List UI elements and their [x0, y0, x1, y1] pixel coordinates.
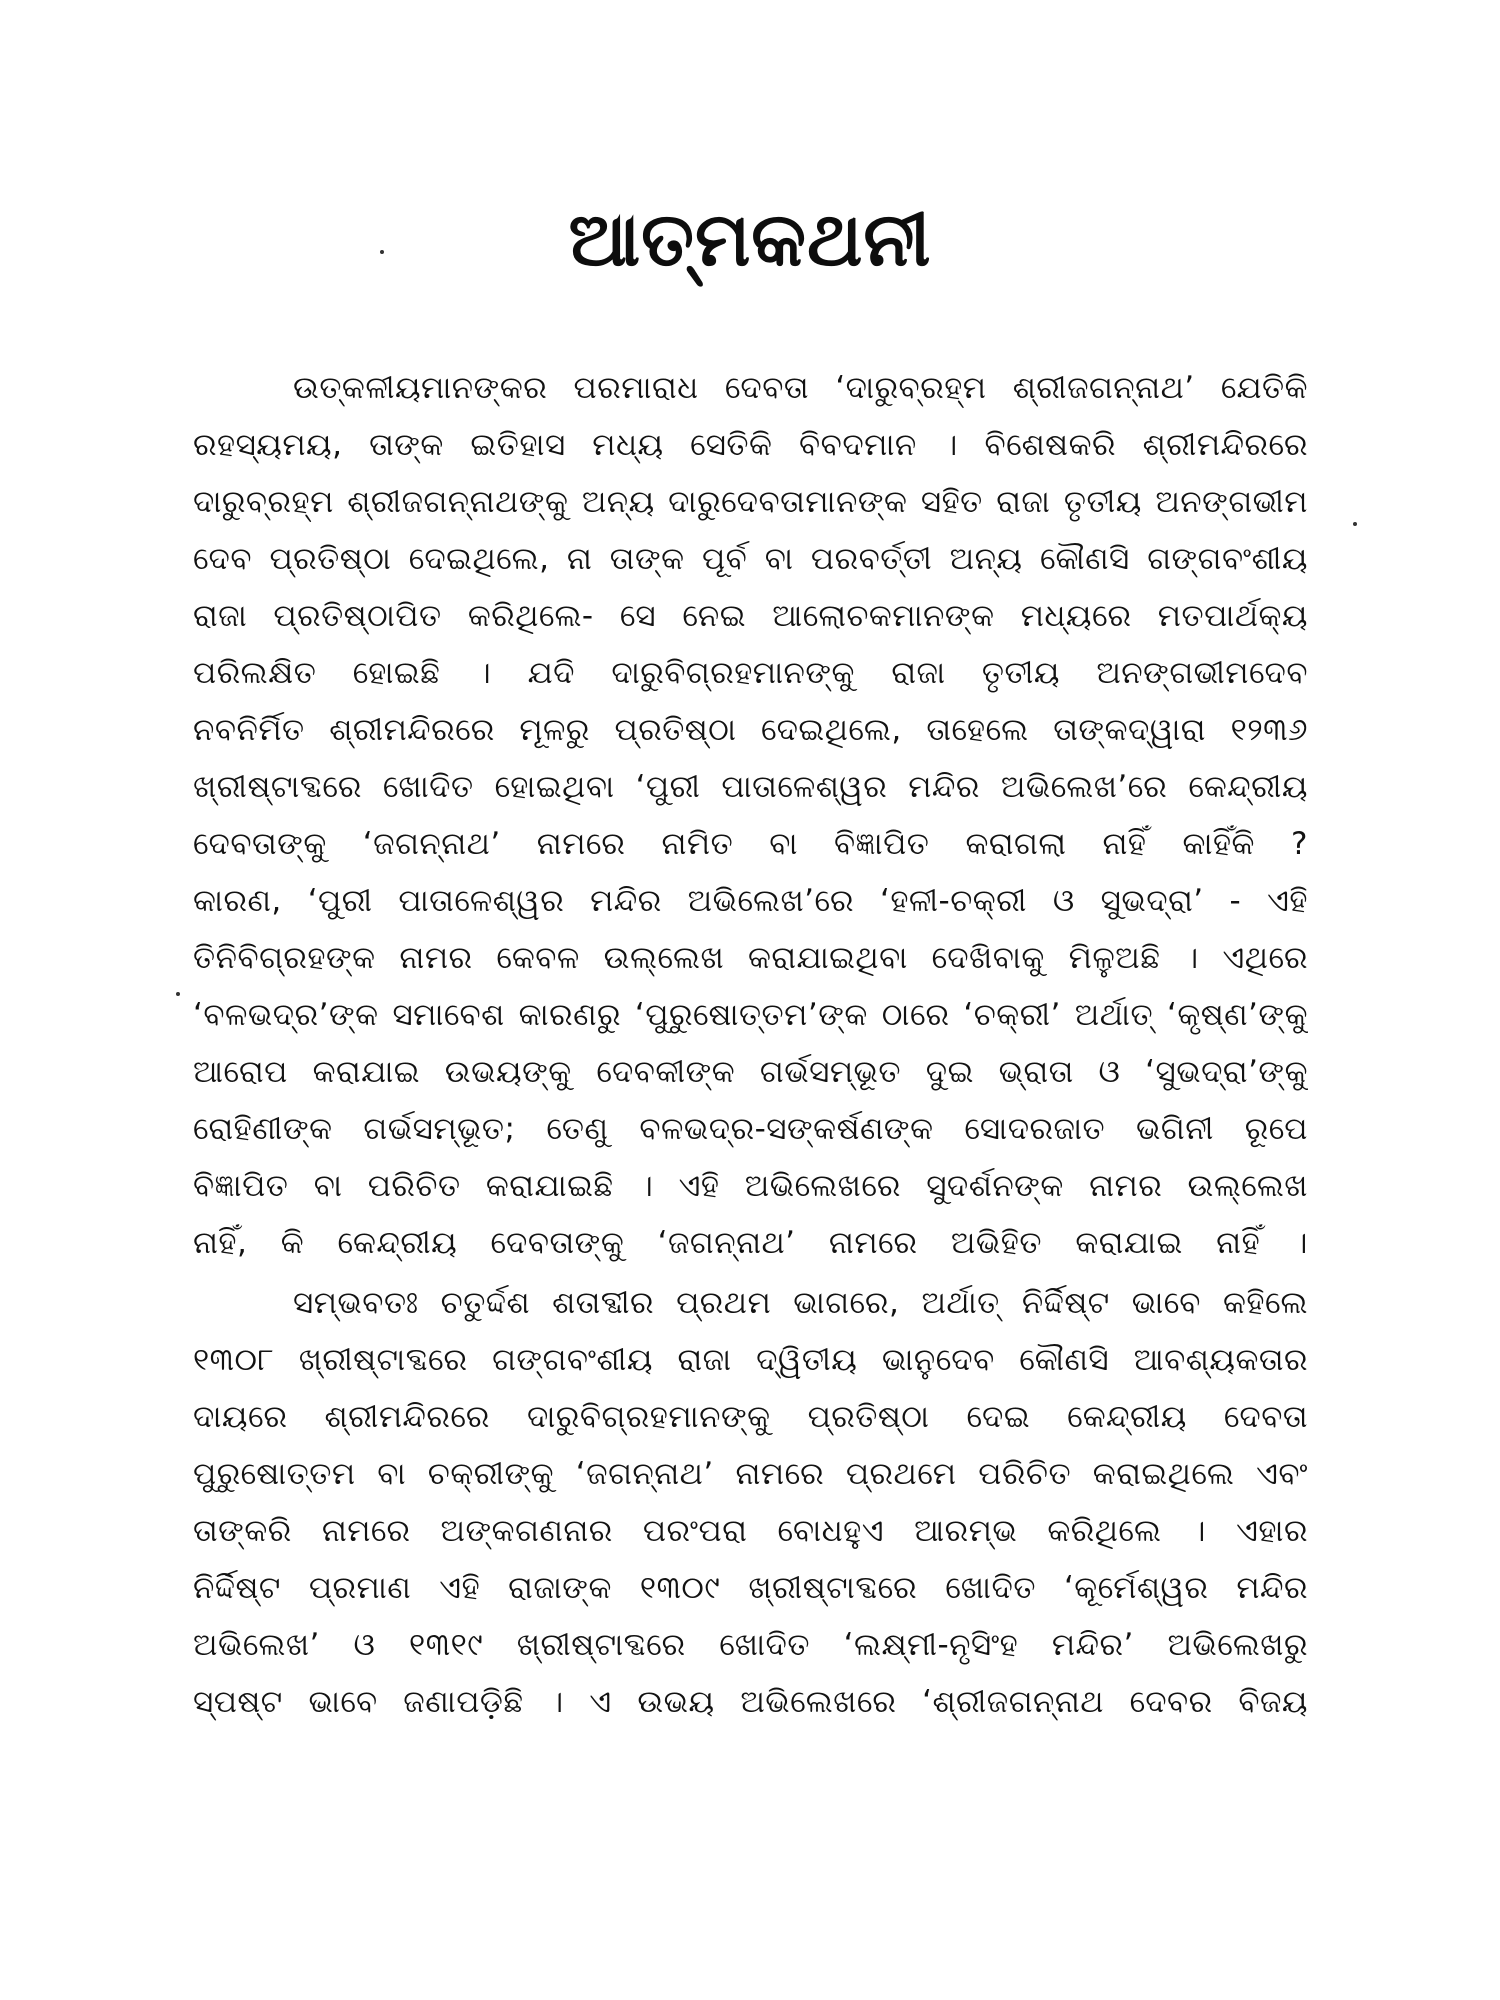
text-line: ଆରୋପ କରାଯାଇ ଉଭୟଙ୍କୁ ଦେବକୀଙ୍କ ଗର୍ଭସମ୍ଭୂତ ଦୁଇ ଭ୍ରାତା ଓ ‘ସୁଭଦ୍ରା’ଙ୍କୁ: [193, 1054, 1308, 1090]
text-line: କାରଣ, ‘ପୁରୀ ପାତାଳେଶ୍ୱର ମନ୍ଦିର ଅଭିଲେଖ’ରେ ‘ହଳୀ-ଚକ୍ରୀ ଓ ସୁଭଦ୍ରା’ - ଏହି: [193, 883, 1308, 919]
text-line: ନିର୍ଦ୍ଦିଷ୍ଟ ପ୍ରମାଣ ଏହି ରାଜାଙ୍କ ୧୩୦୯ ଖ୍ରୀଷ୍ଟାବ୍ଦରେ ଖୋଦିତ ‘କୂର୍ମେଶ୍ୱର ମନ୍ଦିର: [193, 1570, 1308, 1606]
text-line: ‘ବଳଭଦ୍ର’ଙ୍କ ସମାବେଶ କାରଣରୁ ‘ପୁରୁଷୋତ୍ତମ’ଙ୍କ ଠାରେ ‘ଚକ୍ରୀ’ ଅର୍ଥାତ୍ ‘କୃଷ୍ଣ’ଙ୍କୁ: [193, 997, 1308, 1033]
text-line: ପୁରୁଷୋତ୍ତମ ବା ଚକ୍ରୀଙ୍କୁ ‘ଜଗନ୍ନାଥ’ ନାମରେ ପ୍ରଥମେ ପରିଚିତ କରାଇଥିଲେ ଏବଂ: [193, 1456, 1308, 1492]
text-line: ବିଜ୍ଞାପିତ ବା ପରିଚିତ କରାଯାଇଛି । ଏହି ଅଭିଲେଖରେ ସୁଦର୍ଶନଙ୍କ ନାମର ଉଲ୍ଲେଖ: [193, 1168, 1308, 1204]
text-line: ଦାରୁବ୍ରହ୍ମ ଶ୍ରୀଜଗନ୍ନାଥଙ୍କୁ ଅନ୍ୟ ଦାରୁଦେବତାମାନଙ୍କ ସହିତ ରାଜା ତୃତୀୟ ଅନଙ୍ଗଭୀମ: [193, 484, 1308, 520]
text-line: ଦେବ ପ୍ରତିଷ୍ଠା ଦେଇଥିଲେ, ନା ତାଙ୍କ ପୂର୍ବ ବା ପରବର୍ତ୍ତୀ ଅନ୍ୟ କୌଣସି ଗଙ୍ଗବଂଶୀୟ: [193, 541, 1308, 577]
text-line: ସ୍ପଷ୍ଟ ଭାବେ ଜଣାପଡ଼ିଛି । ଏ ଉଭୟ ଅଭିଲେଖରେ ‘ଶ୍ରୀଜଗନ୍ନାଥ ଦେବର ବିଜୟ: [193, 1684, 1308, 1720]
paragraph-1: [193, 360, 1308, 1272]
text-line: ସମ୍ଭବତଃ ଚତୁର୍ଦ୍ଦଶ ଶତାବ୍ଦୀର ପ୍ରଥମ ଭାଗରେ, ଅର୍ଥାତ୍ ନିର୍ଦ୍ଦିଷ୍ଟ ଭାବେ କହିଲେ: [293, 1285, 1308, 1321]
text-line: ତିନିବିଗ୍ରହଙ୍କ ନାମର କେବଳ ଉଲ୍ଲେଖ କରାଯାଇଥିବା ଦେଖିବାକୁ ମିଳୁଅଛି । ଏଥିରେ: [193, 940, 1308, 976]
text-line: ନାହିଁ, କି କେନ୍ଦ୍ରୀୟ ଦେବତାଙ୍କୁ ‘ଜଗନ୍ନାଥ’ ନାମରେ ଅଭିହିତ କରାଯାଇ ନାହିଁ ।: [193, 1225, 1308, 1261]
text-line: ପରିଲକ୍ଷିତ ହୋଇଛି । ଯଦି ଦାରୁବିଗ୍ରହମାନଙ୍କୁ ରାଜା ତୃତୀୟ ଅନଙ୍ଗଭୀମଦେବ: [193, 655, 1308, 691]
text-line: ରାଜା ପ୍ରତିଷ୍ଠାପିତ କରିଥିଲେ- ସେ ନେଇ ଆଲୋଚକମାନଙ୍କ ମଧ୍ୟରେ ମତପାର୍ଥକ୍ୟ: [193, 598, 1308, 634]
scan-speck: [1353, 522, 1357, 526]
text-line: ଅଭିଲେଖ’ ଓ ୧୩୧୯ ଖ୍ରୀଷ୍ଟାବ୍ଦରେ ଖୋଦିତ ‘ଲକ୍ଷ୍ମୀ-ନୃସିଂହ ମନ୍ଦିର’ ଅଭିଲେଖରୁ: [193, 1627, 1308, 1663]
text-line: ଉତ୍କଳୀୟମାନଙ୍କର ପରମାରାଧ ଦେବତା ‘ଦାରୁବ୍ରହ୍ମ ଶ୍ରୀଜଗନ୍ନାଥ’ ଯେତିକି: [293, 370, 1308, 406]
text-line: ନବନିର୍ମିତ ଶ୍ରୀମନ୍ଦିରରେ ମୂଳରୁ ପ୍ରତିଷ୍ଠା ଦେଇଥିଲେ, ତାହେଲେ ତାଙ୍କଦ୍ୱାରା ୧୨୩୬: [193, 712, 1308, 748]
text-line: ରହସ୍ୟମୟ, ତାଙ୍କ ଇତିହାସ ମଧ୍ୟ ସେତିକି ବିବଦମାନ । ବିଶେଷକରି ଶ୍ରୀମନ୍ଦିରରେ: [193, 427, 1308, 463]
text-line: ଦାୟରେ ଶ୍ରୀମନ୍ଦିରରେ ଦାରୁବିଗ୍ରହମାନଙ୍କୁ ପ୍ରତିଷ୍ଠା ଦେଇ କେନ୍ଦ୍ରୀୟ ଦେବତା: [193, 1399, 1308, 1435]
paragraph-2: [193, 1275, 1308, 1731]
body-text: [193, 360, 1308, 1731]
text-line: ରୋହିଣୀଙ୍କ ଗର୍ଭସମ୍ଭୂତ; ତେଣୁ ବଳଭଦ୍ର-ସଙ୍କର୍ଷଣଙ୍କ ସୋଦରଜାତ ଭଗିନୀ ରୂପେ: [193, 1111, 1308, 1147]
text-line: ୧୩୦୮ ଖ୍ରୀଷ୍ଟାବ୍ଦରେ ଗଙ୍ଗବଂଶୀୟ ରାଜା ଦ୍ୱିତୀୟ ଭାନୁଦେବ କୌଣସି ଆବଶ୍ୟକତାର: [193, 1342, 1308, 1378]
text-line: ଖ୍ରୀଷ୍ଟାବ୍ଦରେ ଖୋଦିତ ହୋଇଥିବା ‘ପୁରୀ ପାତାଳେଶ୍ୱର ମନ୍ଦିର ଅଭିଲେଖ’ରେ କେନ୍ଦ୍ରୀୟ: [193, 769, 1308, 805]
text-line: ଦେବତାଙ୍କୁ ‘ଜଗନ୍ନାଥ’ ନାମରେ ନାମିତ ବା ବିଜ୍ଞାପିତ କରାଗଲା ନାହିଁ କାହିଁକି ?: [193, 826, 1308, 862]
text-line: ତାଙ୍କରି ନାମରେ ଅଙ୍କଗଣନାର ପରଂପରା ବୋଧହୁଏ ଆରମ୍ଭ କରିଥିଲେ । ଏହାର: [193, 1513, 1308, 1549]
scan-speck: [176, 992, 180, 996]
page-title: ଆତ୍ମକଥନୀ: [568, 197, 932, 283]
